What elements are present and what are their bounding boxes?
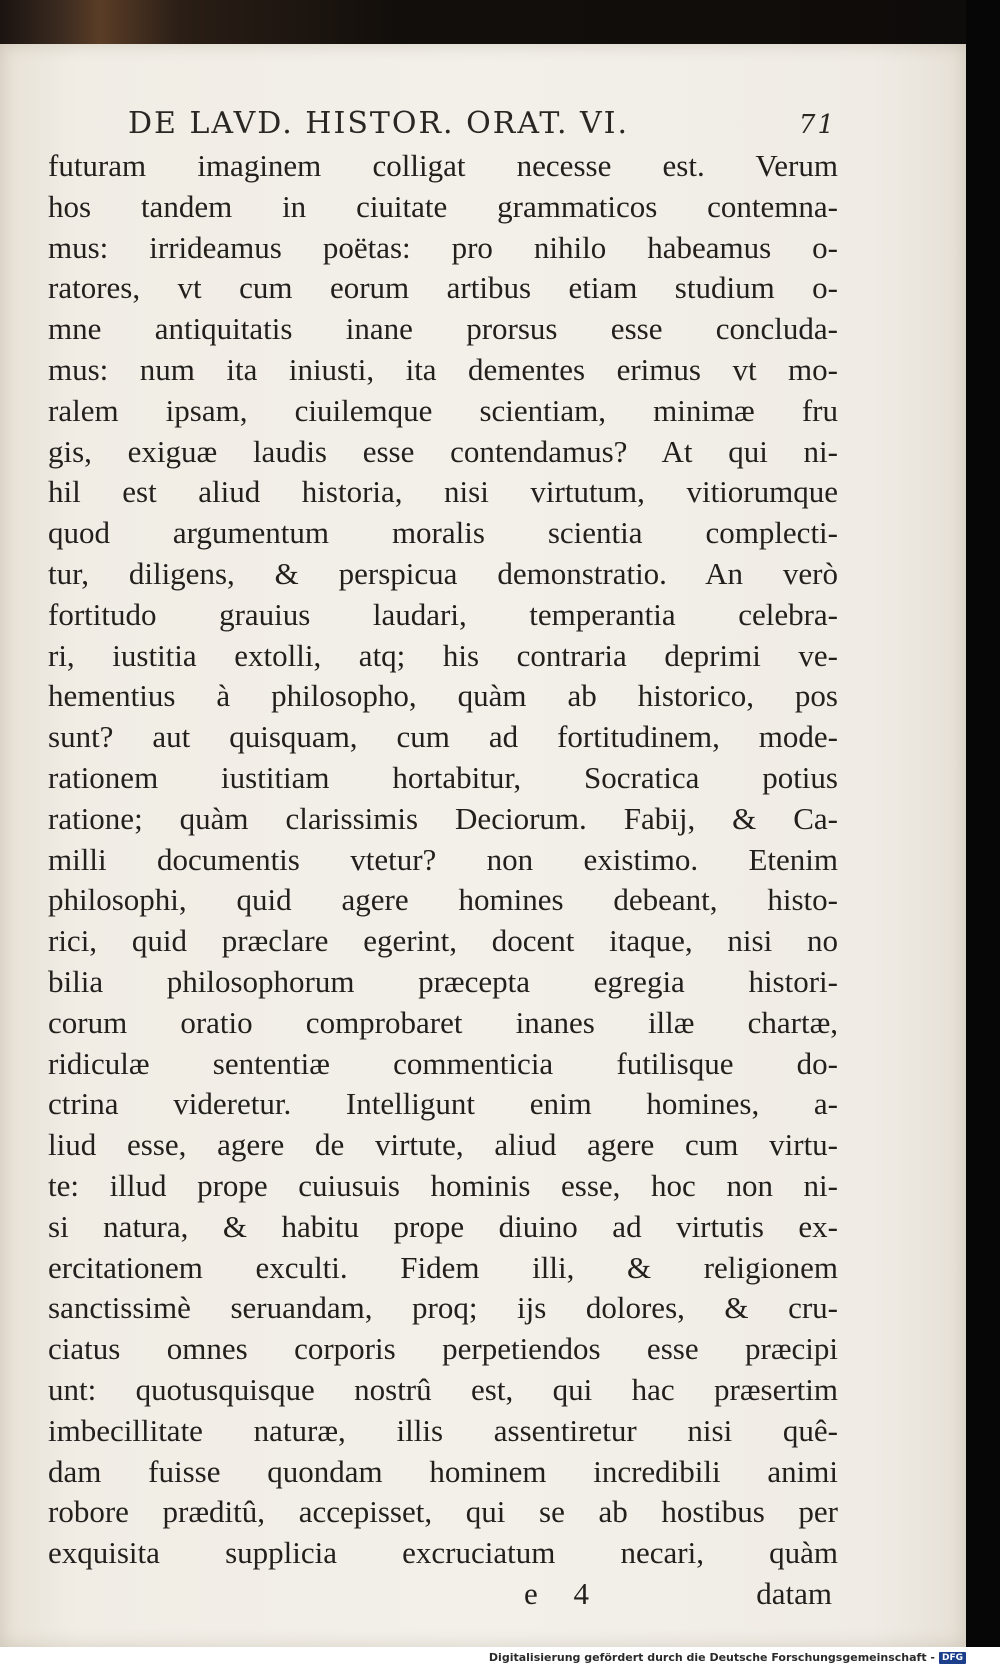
text-line: sanctissimè seruandam, proq; ijs dolores, & cru- <box>48 1290 838 1326</box>
text-line: quod argumentum moralis scientia complecti- <box>48 515 838 551</box>
text-line: mus: num ita iniusti, ita dementes erimus vt mo- <box>48 351 838 387</box>
text-line: imbecillitate naturæ, illis assentiretur nisi quê- <box>48 1412 838 1448</box>
text-line: ciatus omnes corporis perpetiendos esse præcipi <box>48 1331 838 1367</box>
text-line: gis, exiguæ laudis esse contendamus? At qui ni- <box>48 433 838 469</box>
text-line: sunt? aut quisquam, cum ad fortitudinem, mode- <box>48 719 838 755</box>
text-line: ratores, vt cum eorum artibus etiam studium o- <box>48 270 838 306</box>
text-line: exquisita supplicia excruciatum necari, quàm <box>48 1535 838 1571</box>
text-line: ratione; quàm clarissimis Deciorum. Fabij, & Ca- <box>48 800 838 836</box>
page-text-block <box>48 106 838 1614</box>
dfg-logo-icon: DFG <box>939 1652 966 1664</box>
text-line: ralem ipsam, ciuilemque scientiam, minimæ fru <box>48 392 838 428</box>
book-page <box>0 44 966 1647</box>
text-line: hementius à philosopho, quàm ab historico, pos <box>48 678 838 714</box>
text-line: rationem iustitiam hortabitur, Socratica potius <box>48 759 838 795</box>
text-line: corum oratio comprobaret inanes illæ chartæ, <box>48 1004 838 1040</box>
text-line: mne antiquitatis inane prorsus esse concluda- <box>48 311 838 347</box>
text-line: ercitationem exculti. Fidem illi, & religionem <box>48 1249 838 1285</box>
page-number: 71 <box>798 110 836 140</box>
text-line: mus: irrideamus poëtas: pro nihilo habeamus o- <box>48 229 838 265</box>
text-line: hil est aliud historia, nisi virtutum, vitiorumque <box>48 474 838 510</box>
text-line: unt: quotusquisque nostrû est, qui hac præsertim <box>48 1371 838 1407</box>
text-line: hos tandem in ciuitate grammaticos contemna- <box>48 188 838 224</box>
running-head-title: DE LAVD. HISTOR. ORAT. VI. <box>128 106 630 141</box>
text-line: ridiculæ sententiæ commenticia futilisque do- <box>48 1045 838 1081</box>
signature-mark: e 4 <box>524 1575 604 1611</box>
text-line: ctrina videretur. Intelligunt enim homines, a- <box>48 1086 838 1122</box>
running-head <box>48 106 838 146</box>
text-line: philosophi, quid agere homines debeant, histo- <box>48 882 838 918</box>
text-line: si natura, & habitu prope diuino ad virtutis ex- <box>48 1208 838 1244</box>
text-line: fortitudo grauius laudari, temperantia celebra- <box>48 596 838 632</box>
text-line: dam fuisse quondam hominem incredibili animi <box>48 1453 838 1489</box>
text-line: rici, quid præclare egerint, docent itaque, nisi no <box>48 923 838 959</box>
footer-credit-text: Digitalisierung gefördert durch die Deutsche Forschungsgemeinschaft - <box>488 1651 935 1664</box>
book-top-edge <box>0 0 1000 44</box>
catchword: datam <box>756 1575 832 1611</box>
text-line: milli documentis vtetur? non existimo. Etenim <box>48 841 838 877</box>
body-text <box>48 146 838 1574</box>
text-line: futuram imaginem colligat necesse est. Verum <box>48 148 838 183</box>
text-line: robore præditû, accepisset, qui se ab hostibus per <box>48 1494 838 1530</box>
text-line: bilia philosophorum præcepta egregia histori- <box>48 963 838 999</box>
footer-credit <box>489 1651 966 1664</box>
text-line: ri, iustitia extolli, atq; his contraria deprimi ve- <box>48 637 838 673</box>
digitization-footer <box>0 1647 1000 1673</box>
book-right-edge <box>966 0 1000 1673</box>
text-line: liud esse, agere de virtute, aliud agere cum virtu- <box>48 1127 838 1163</box>
text-line: te: illud prope cuiusuis hominis esse, hoc non ni- <box>48 1167 838 1203</box>
signature-line <box>48 1574 838 1614</box>
text-line: tur, diligens, & perspicua demonstratio. An verò <box>48 555 838 591</box>
